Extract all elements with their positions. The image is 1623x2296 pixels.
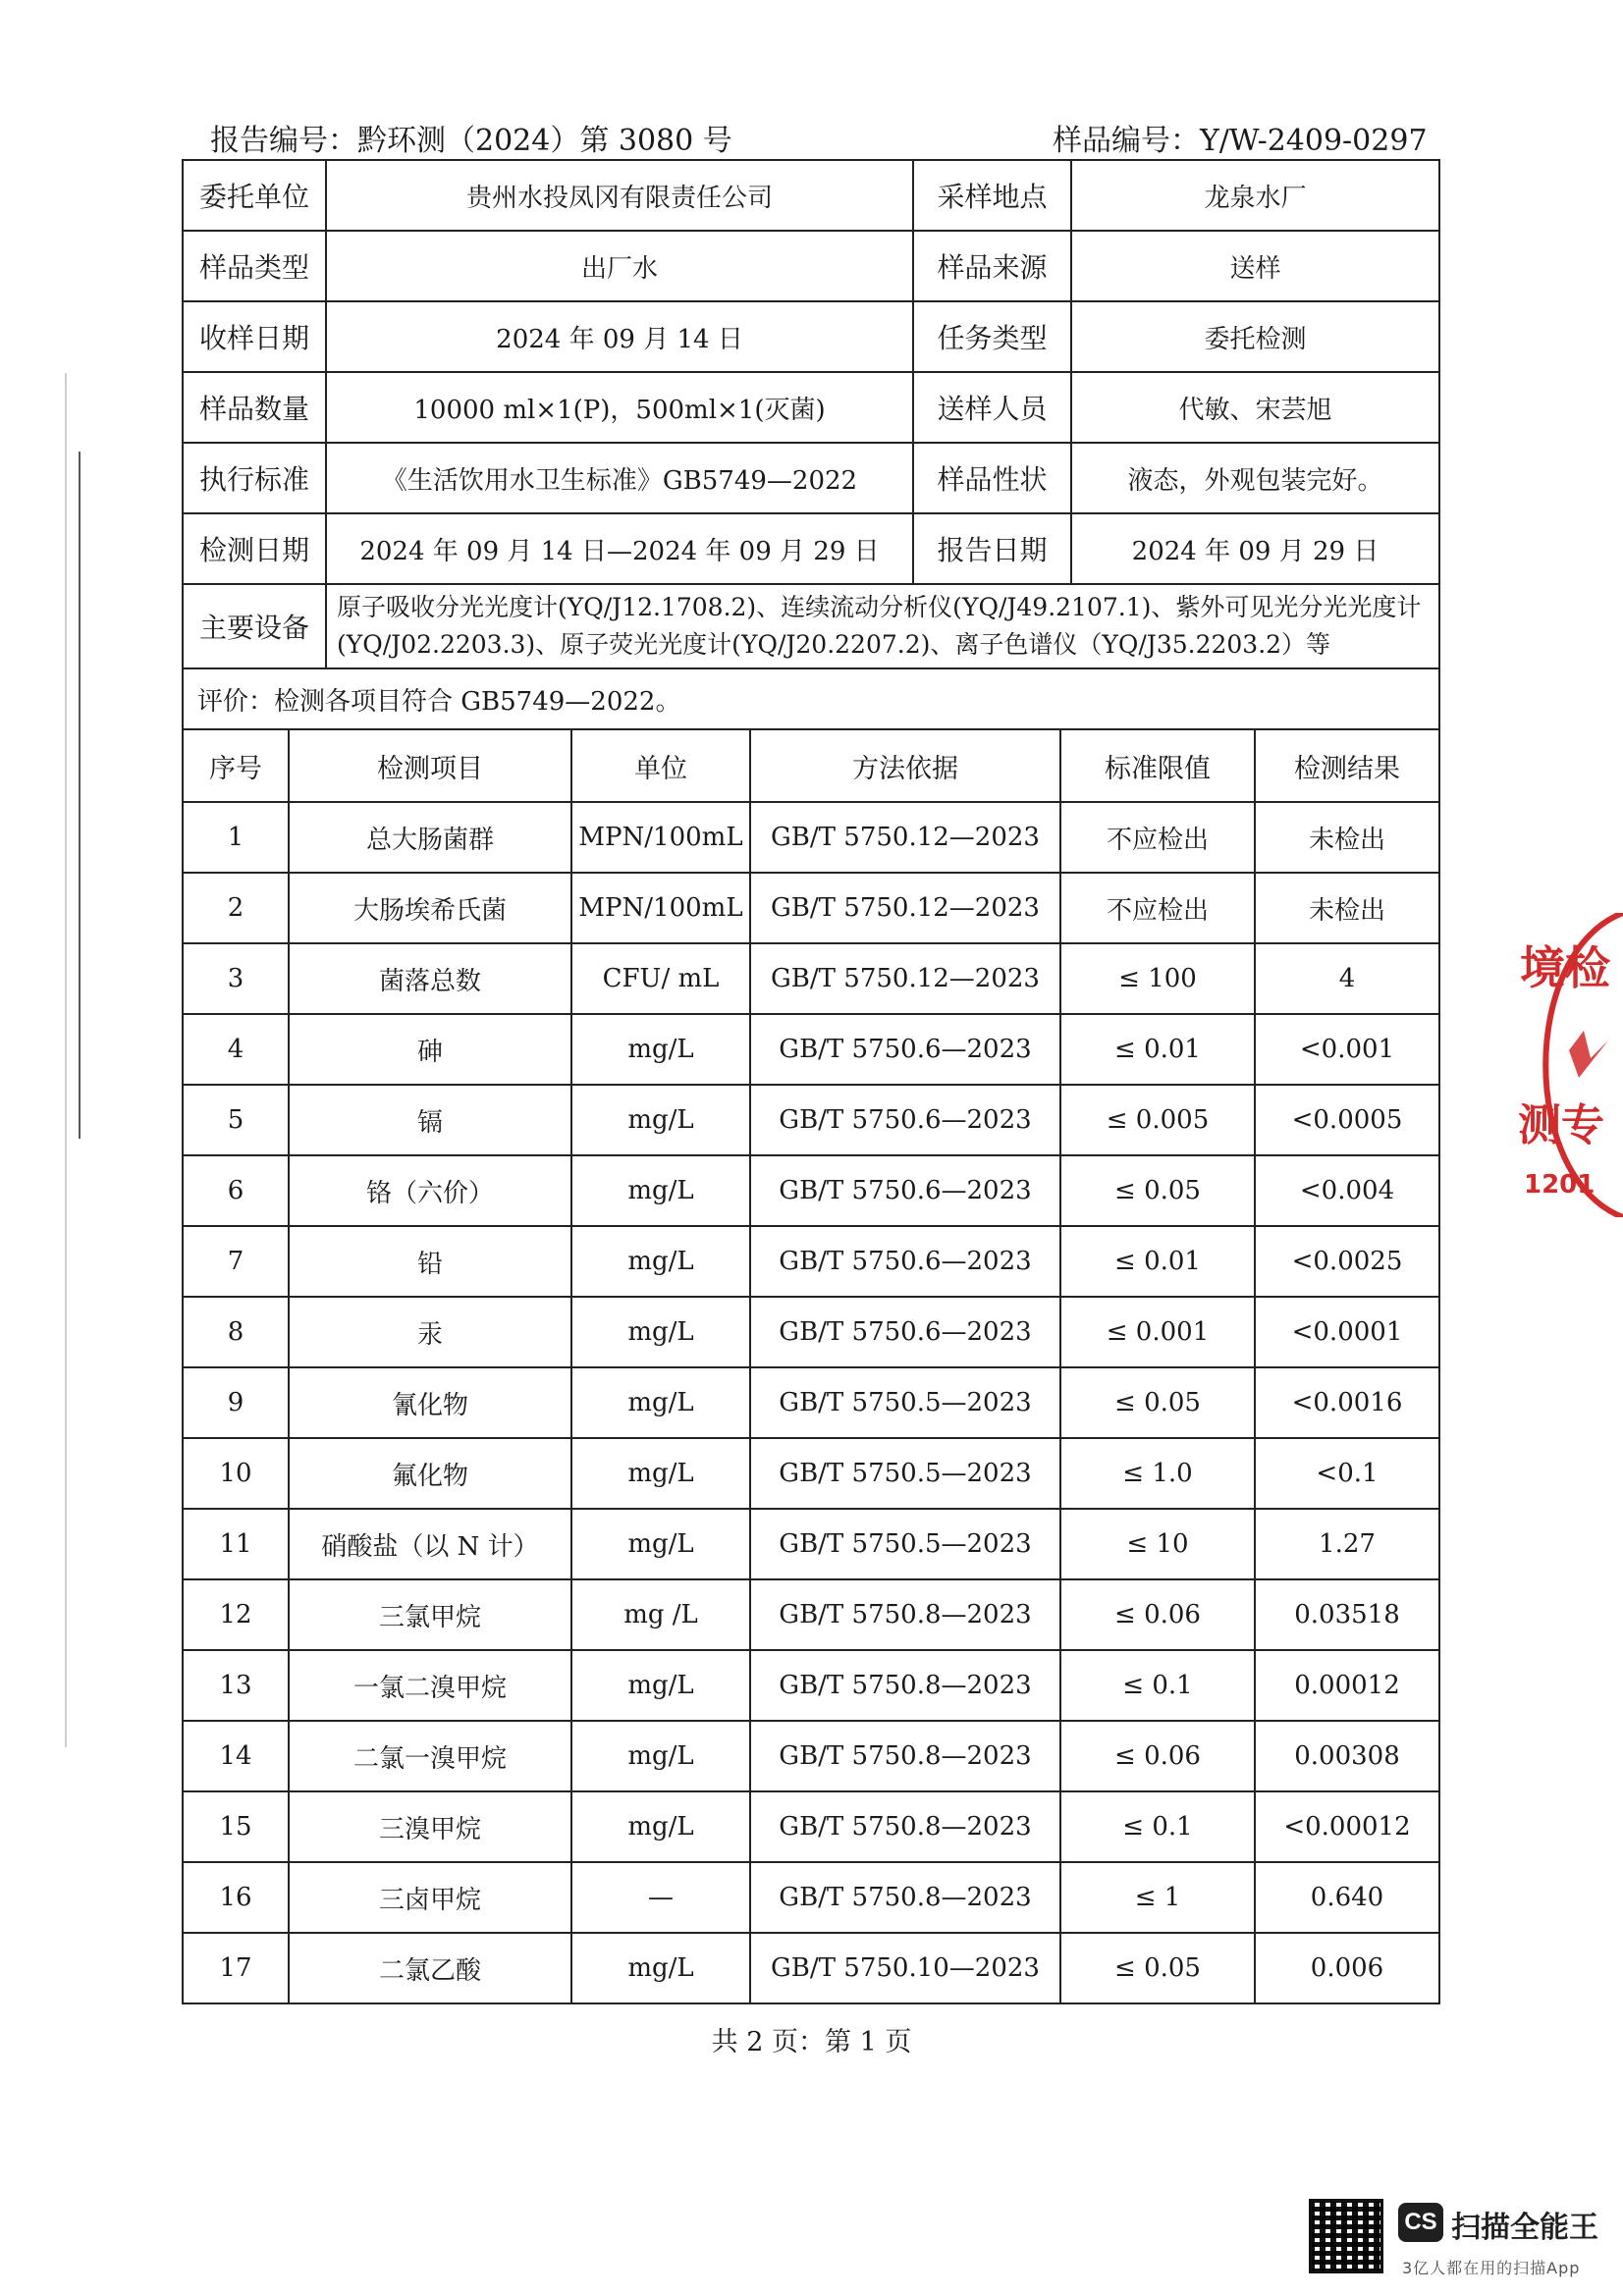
client-value: 贵州水投凤冈有限责任公司 [326,160,913,231]
row-limit: ≤ 0.01 [1060,1226,1255,1297]
row-item: 总大肠菌群 [289,802,571,873]
row-method: GB/T 5750.8—2023 [750,1721,1060,1791]
source-label: 样品来源 [913,231,1071,301]
scanner-title: 扫描全能王 [1451,2211,1598,2245]
receive-date-label: 收样日期 [183,301,326,372]
report-number: 报告编号：黔环测（2024）第 3080 号 [210,124,732,158]
seal-text-bottom: 1201 [1524,1170,1596,1200]
row-method: GB/T 5750.12—2023 [750,943,1060,1014]
row-method: GB/T 5750.10—2023 [750,1933,1060,2003]
scanner-subtitle: 3亿人都在用的扫描App [1402,2259,1581,2277]
table-row [183,1155,1439,1226]
table-row [183,1650,1439,1721]
row-item: 二氯乙酸 [289,1933,571,2003]
type-value: 出厂水 [326,231,913,301]
row-item: 硝酸盐（以 N 计） [289,1509,571,1579]
row-method: GB/T 5750.8—2023 [750,1650,1060,1721]
task-type-label: 任务类型 [913,301,1071,372]
row-index: 3 [183,943,289,1014]
row-result: <0.0005 [1255,1085,1439,1155]
row-method: GB/T 5750.5—2023 [750,1367,1060,1438]
results-table [182,728,1440,2004]
row-method: GB/T 5750.5—2023 [750,1438,1060,1509]
page-edge-line [79,452,81,1139]
row-result: <0.00012 [1255,1791,1439,1862]
sender-label: 送样人员 [913,372,1071,443]
qr-code-frame [1309,2199,1383,2273]
row-result: <0.0016 [1255,1367,1439,1438]
row-method: GB/T 5750.6—2023 [750,1226,1060,1297]
table-row [183,1721,1439,1791]
col-header-item: 检测项目 [289,729,571,802]
row-limit: ≤ 0.01 [1060,1014,1255,1085]
row-result: 未检出 [1255,802,1439,873]
row-result: <0.0025 [1255,1226,1439,1297]
nature-value: 液态，外观包装完好。 [1071,443,1439,513]
row-result: 0.00308 [1255,1721,1439,1791]
table-row [183,943,1439,1014]
row-limit: 不应检出 [1060,802,1255,873]
row-item: 氟化物 [289,1438,571,1509]
row-limit: ≤ 1 [1060,1862,1255,1933]
standard-label: 执行标准 [183,443,326,513]
row-limit: ≤ 1.0 [1060,1438,1255,1509]
row-item: 铅 [289,1226,571,1297]
row-unit: mg/L [571,1650,750,1721]
row-result: 0.006 [1255,1933,1439,2003]
row-unit: CFU/ mL [571,943,750,1014]
test-date-value: 2024 年 09 月 14 日—2024 年 09 月 29 日 [326,513,913,584]
test-date-label: 检测日期 [183,513,326,584]
row-method: GB/T 5750.12—2023 [750,873,1060,943]
row-method: GB/T 5750.5—2023 [750,1509,1060,1579]
client-label: 委托单位 [183,160,326,231]
row-index: 8 [183,1297,289,1367]
row-item: 二氯一溴甲烷 [289,1721,571,1791]
col-header-method: 方法依据 [750,729,1060,802]
row-unit: mg/L [571,1721,750,1791]
nature-label: 样品性状 [913,443,1071,513]
seal-text-middle: 测专 [1518,1100,1604,1150]
row-index: 10 [183,1438,289,1509]
row-limit: ≤ 0.06 [1060,1579,1255,1650]
report-date-label: 报告日期 [913,513,1071,584]
row-unit: mg/L [571,1367,750,1438]
red-seal-stamp [1510,913,1623,1217]
table-row [183,1297,1439,1367]
source-value: 送样 [1071,231,1439,301]
row-index: 2 [183,873,289,943]
table-row [183,1933,1439,2003]
page-edge-shadow [65,373,67,1747]
col-header-index: 序号 [183,729,289,802]
report-date-value: 2024 年 09 月 29 日 [1071,513,1439,584]
row-method: GB/T 5750.8—2023 [750,1862,1060,1933]
row-unit: — [571,1862,750,1933]
site-label: 采样地点 [913,160,1071,231]
row-index: 15 [183,1791,289,1862]
row-unit: mg/L [571,1014,750,1085]
seal-text-top: 境检 [1520,941,1610,994]
row-method: GB/T 5750.12—2023 [750,802,1060,873]
sample-info-table [182,159,1440,730]
row-limit: ≤ 0.05 [1060,1155,1255,1226]
row-unit: mg/L [571,1933,750,2003]
row-index: 16 [183,1862,289,1933]
table-row [183,1791,1439,1862]
row-index: 5 [183,1085,289,1155]
site-value: 龙泉水厂 [1071,160,1439,231]
row-index: 11 [183,1509,289,1579]
table-row [183,1226,1439,1297]
row-result: <0.0001 [1255,1297,1439,1367]
row-unit: MPN/100mL [571,873,750,943]
row-item: 大肠埃希氏菌 [289,873,571,943]
standard-value: 《生活饮用水卫生标准》GB5749—2022 [326,443,913,513]
quantity-value: 10000 ml×1(P)，500ml×1(灭菌) [326,372,913,443]
table-row [183,1579,1439,1650]
row-unit: mg/L [571,1155,750,1226]
row-method: GB/T 5750.6—2023 [750,1155,1060,1226]
col-header-limit: 标准限值 [1060,729,1255,802]
row-index: 17 [183,1933,289,2003]
col-header-unit: 单位 [571,729,750,802]
col-header-result: 检测结果 [1255,729,1439,802]
task-type-value: 委托检测 [1071,301,1439,372]
row-item: 菌落总数 [289,943,571,1014]
row-index: 13 [183,1650,289,1721]
row-limit: 不应检出 [1060,873,1255,943]
row-item: 铬（六价） [289,1155,571,1226]
row-unit: mg/L [571,1509,750,1579]
row-limit: ≤ 10 [1060,1509,1255,1579]
scanner-logo: CS [1398,2203,1443,2242]
row-item: 氰化物 [289,1367,571,1438]
row-result: 0.03518 [1255,1579,1439,1650]
row-method: GB/T 5750.6—2023 [750,1297,1060,1367]
row-unit: mg/L [571,1297,750,1367]
row-unit: mg/L [571,1085,750,1155]
row-index: 14 [183,1721,289,1791]
row-method: GB/T 5750.6—2023 [750,1085,1060,1155]
row-item: 汞 [289,1297,571,1367]
type-label: 样品类型 [183,231,326,301]
table-row [183,1085,1439,1155]
row-limit: ≤ 0.06 [1060,1721,1255,1791]
row-result: 未检出 [1255,873,1439,943]
row-item: 三溴甲烷 [289,1791,571,1862]
table-row [183,1367,1439,1438]
table-row [183,802,1439,873]
row-result: 1.27 [1255,1509,1439,1579]
receive-date-value: 2024 年 09 月 14 日 [326,301,913,372]
row-limit: ≤ 0.001 [1060,1297,1255,1367]
row-limit: ≤ 100 [1060,943,1255,1014]
table-row [183,873,1439,943]
row-result: 4 [1255,943,1439,1014]
row-item: 一氯二溴甲烷 [289,1650,571,1721]
row-unit: mg /L [571,1579,750,1650]
row-limit: ≤ 0.1 [1060,1791,1255,1862]
row-result: 0.640 [1255,1862,1439,1933]
row-unit: mg/L [571,1438,750,1509]
row-index: 12 [183,1579,289,1650]
row-method: GB/T 5750.8—2023 [750,1579,1060,1650]
row-item: 砷 [289,1014,571,1085]
row-limit: ≤ 0.05 [1060,1367,1255,1438]
table-row [183,1862,1439,1933]
table-row [183,1014,1439,1085]
row-index: 7 [183,1226,289,1297]
equipment-value: 原子吸收分光光度计(YQ/J12.1708.2)、连续流动分析仪(YQ/J49.2107.1)、紫外可见光分光光度计(YQ/J02.2203.3)、原子荧光光度计(YQ/J20.2207.2)、离子色谱仪（YQ/J35.2203.2）等 [326,584,1439,668]
row-index: 4 [183,1014,289,1085]
row-result: <0.001 [1255,1014,1439,1085]
row-index: 9 [183,1367,289,1438]
sender-value: 代敏、宋芸旭 [1071,372,1439,443]
sample-number: 样品编号：Y/W-2409-0297 [1053,124,1428,158]
row-method: GB/T 5750.8—2023 [750,1791,1060,1862]
row-method: GB/T 5750.6—2023 [750,1014,1060,1085]
page-footer: 共 2 页：第 1 页 [711,2027,912,2057]
evaluation-text: 评价：检测各项目符合 GB5749—2022。 [183,668,1439,729]
row-index: 6 [183,1155,289,1226]
row-item: 三卤甲烷 [289,1862,571,1933]
table-row [183,1509,1439,1579]
equipment-label: 主要设备 [183,584,326,668]
row-limit: ≤ 0.1 [1060,1650,1255,1721]
row-unit: MPN/100mL [571,802,750,873]
row-result: <0.1 [1255,1438,1439,1509]
row-limit: ≤ 0.05 [1060,1933,1255,2003]
row-item: 三氯甲烷 [289,1579,571,1650]
results-header-row [183,729,1439,802]
table-row [183,1438,1439,1509]
row-result: 0.00012 [1255,1650,1439,1721]
row-index: 1 [183,802,289,873]
row-unit: mg/L [571,1226,750,1297]
row-limit: ≤ 0.005 [1060,1085,1255,1155]
quantity-label: 样品数量 [183,372,326,443]
row-result: <0.004 [1255,1155,1439,1226]
row-unit: mg/L [571,1791,750,1862]
row-item: 镉 [289,1085,571,1155]
